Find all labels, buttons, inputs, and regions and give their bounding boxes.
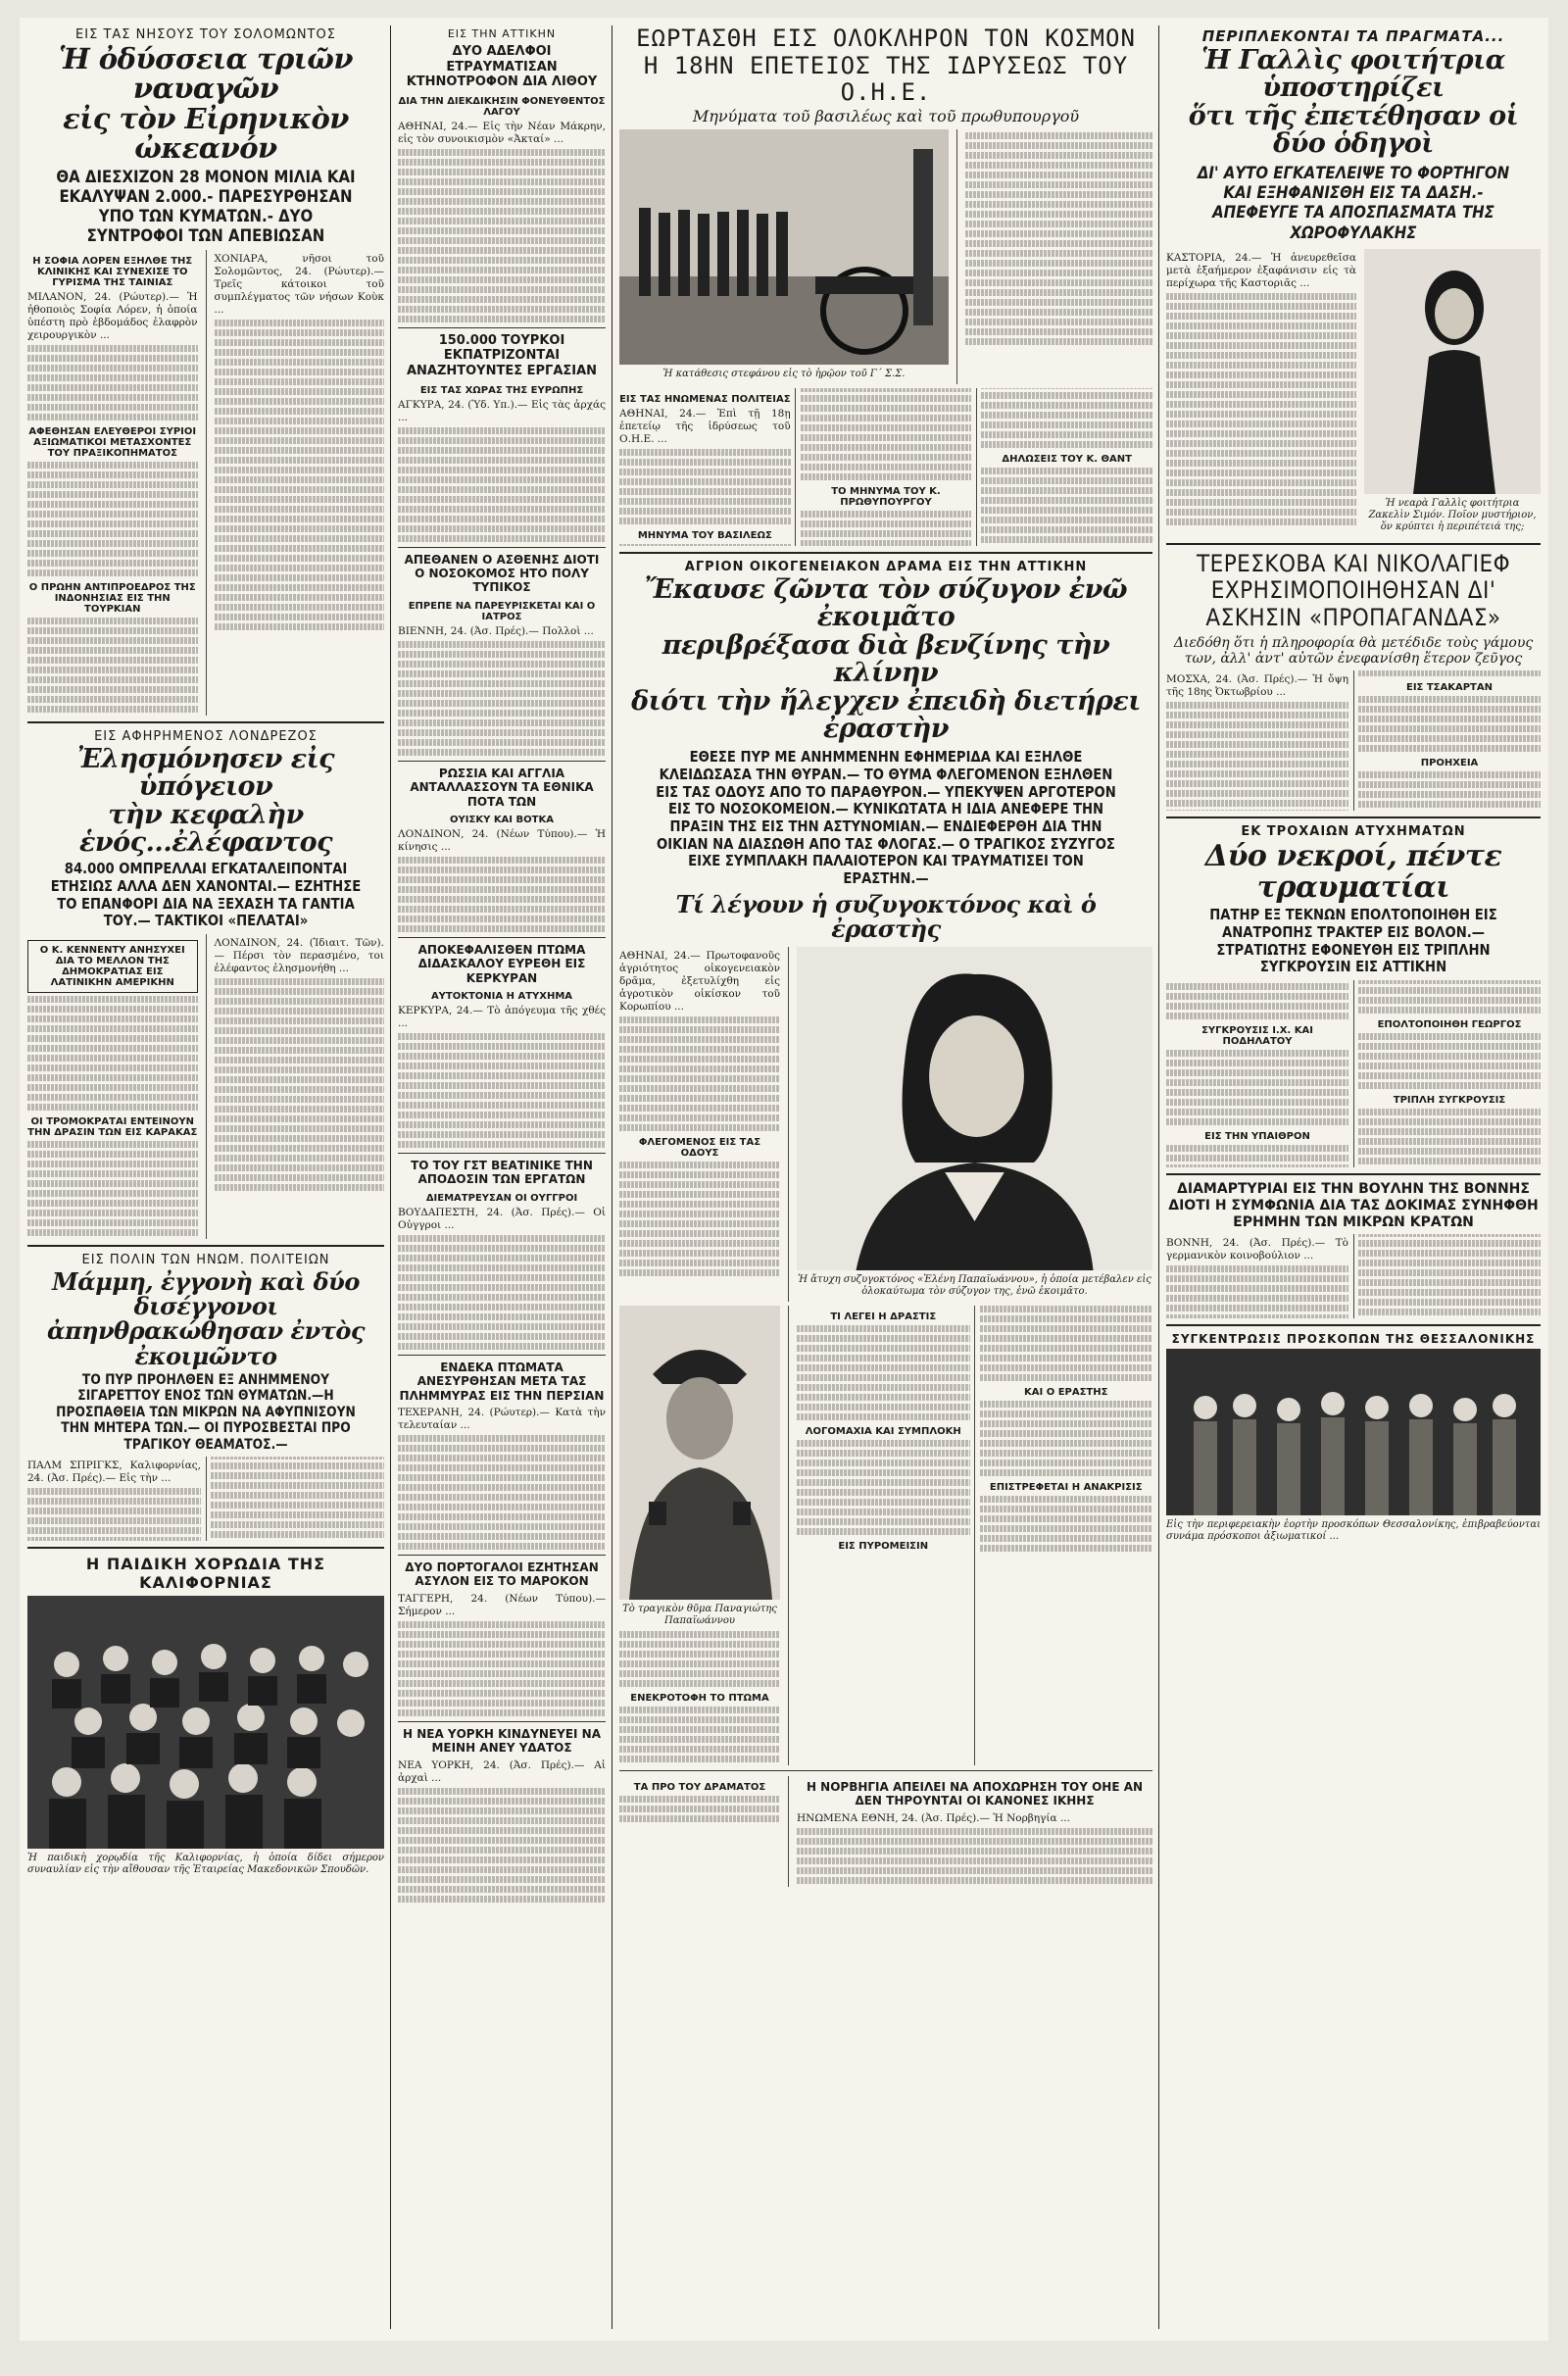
subheading: ΕΙΣ ΠΥΡΟΜΕΙΣΙΝ	[838, 1541, 929, 1553]
story-col	[27, 250, 198, 716]
subheading: Η ΣΟΦΙΑ ΛΟΡΕΝ ΕΞΗΛΘΕ ΤΗΣ ΚΛΙΝΙΚΗΣ ΚΑΙ ΣΥΝΕΧΙΣΕ ΤΟ ΓΥΡΙΣΜΑ ΤΗΣ ΤΑΙΝΙΑΣ	[32, 255, 193, 288]
subheading: ΣΥΓΚΡΟΥΣΙΣ Ι.Χ. ΚΑΙ ΠΟΔΗΛΑΤΟΥ	[1201, 1025, 1313, 1048]
newspaper-page	[20, 18, 1548, 2341]
dateline: ΒΟΝΝΗ, 24. (Ἀσ. Πρές).— Τὸ γερμανικὸν κοινοβούλιον ...	[1166, 1237, 1348, 1262]
kicker: Η ΠΑΙΔΙΚΗ ΧΟΡΩΔΙΑ ΤΗΣ ΚΑΛΙΦΟΡΝΙΑΣ	[85, 1555, 326, 1593]
subheading: ΑΦΕΘΗΣΑΝ ΕΛΕΥΘΕΡΟΙ ΣΥΡΙΟΙ ΑΞΙΩΜΑΤΙΚΟΙ ΜΕΤΑΣΧΟΝΤΕΣ ΤΟΥ ΠΡΑΞΙΚΟΠΗΜΑΤΟΣ	[28, 425, 197, 459]
column-rule	[1158, 25, 1159, 2329]
subheading: Ο Κ. ΚΕΝΝΕΝΤΥ ΑΝΗΣΥΧΕΙ ΔΙΑ ΤΟ ΜΕΛΛΟΝ ΤΗΣ ΔΗΜΟΚΡΑΤΙΑΣ ΕΙΣ ΛΑΤΙΝΙΚΗΝ ΑΜΕΡΙΚΗΝ	[27, 940, 198, 993]
column-3	[619, 25, 1152, 1887]
dateline: ΑΘΗΝΑΙ, 24.— Εἰς τὴν Νέαν Μάκρην, εἰς τὸν συνοικισμὸν «Ἀκταί» ...	[398, 120, 606, 145]
headline: ΑΠΟΚΕΦΑΛΙΣΘΕΝ ΠΤΩΜΑ ΔΙΔΑΣΚΑΛΟΥ ΕΥΡΕΘΗ ΕΙΣ ΚΕΡΚΥΡΑΝ	[417, 942, 586, 985]
headline: τὴν κεφαλὴν ἑνός...ἐλέφαντος	[78, 799, 333, 858]
subheading: ΛΟΓΟΜΑΧΙΑ ΚΑΙ ΣΥΜΠΛΟΚΗ	[805, 1426, 961, 1438]
scouts-photo	[1166, 1349, 1541, 1515]
deck: ΤΟ ΠΥΡ ΠΡΟΗΛΘΕΝ ΕΞ ΑΝΗΜΜΕΝΟΥ ΣΙΓΑΡΕΤΤΟΥ ΕΝΟΣ ΤΩΝ ΘΥΜΑΤΩΝ.—Η ΠΡΟΣΠΑΘΕΙΑ ΤΩΝ ΜΙΚΡΩΝ ΝΑ ΑΦΥΠΝΙΣΟΥΝ ΤΗΝ ΜΗΤΕΡΑ ΤΩΝ.— ΟΙ ΠΥΡΟΣΒΕΣΤΑΙ ΠΡΟ ΤΡΑΓΙΚΟΥ ΘΕΑΜΑΤΟΣ.—	[56, 1371, 356, 1453]
photo-caption: Ἡ παιδικὴ χορῳδία τῆς Καλιφορνίας, ἡ ὁποία δίδει σήμερον συναυλίαν εἰς τὴν αἴθουσαν τῆς Ἑταιρείας Μακεδονικῶν Σπουδῶν.	[27, 1853, 384, 1876]
headline: ΔΥΟ ΠΟΡΤΟΓΑΛΟΙ ΕΖΗΤΗΣΑΝ ΑΣΥΛΟΝ ΕΙΣ ΤΟ ΜΑΡΟΚΟΝ	[405, 1560, 599, 1589]
photo-caption: Τὸ τραγικὸν θῦμα Παναγιώτης Παπαϊωάννου	[622, 1604, 777, 1627]
dateline: ΑΘΗΝΑΙ, 24.— Ἐπὶ τῇ 18ῃ ἐπετείῳ τῆς ἱδρύσεως τοῦ Ο.Η.Ε. ...	[619, 407, 791, 445]
headline: Η ΝΕΑ ΥΟΡΚΗ ΚΙΝΔΥΝΕΥΕΙ ΝΑ ΜΕΙΝΗ ΑΝΕΥ ΥΔΑΤΟΣ	[402, 1726, 601, 1756]
column-4	[1166, 25, 1541, 1547]
dateline: ΧΟΝΙΑΡΑ, νῆσοι τοῦ Σολομῶντος, 24. (Ρώυτερ).— Τρεῖς κάτοικοι τοῦ συμπλέγματος τῶν νήσων Κοὺκ ...	[214, 252, 384, 316]
kicker: ΕΙΣ ΤΑΣ ΝΗΣΟΥΣ ΤΟΥ ΣΟΛΟΜΩΝΤΟΣ	[75, 27, 336, 42]
subheading: Ο ΠΡΩΗΝ ΑΝΤΙΠΡΟΕΔΡΟΣ ΤΗΣ ΙΝΔΟΝΗΣΙΑΣ ΕΙΣ ΤΗΝ ΤΟΥΡΚΙΑΝ	[28, 581, 196, 615]
subheading: ΟΥΙΣΚΥ ΚΑΙ ΒΟΤΚΑ	[450, 814, 554, 825]
subheading: ΤΙ ΛΕΓΕΙ Η ΔΡΑΣΤΙΣ	[830, 1312, 937, 1323]
dateline: ΑΓΚΥΡΑ, 24. (Ὑδ. Υπ.).— Εἰς τὰς ἀρχάς ...	[398, 398, 606, 423]
deck: Μηνύματα τοῦ βασιλέως καὶ τοῦ πρωθυπουργοῦ	[692, 106, 1080, 125]
headline: ΡΩΣΣΙΑ ΚΑΙ ΑΓΓΛΙΑ ΑΝΤΑΛΛΑΣΣΟΥΝ ΤΑ ΕΘΝΙΚΑ ΠΟΤΑ ΤΩΝ	[410, 766, 594, 809]
column-rule	[390, 25, 391, 2329]
headline: ὅτι τῆς ἐπετέθησαν οἱ δύο ὁδηγοὶ	[1188, 100, 1519, 160]
subheading: ΔΗΛΩΣΕΙΣ ΤΟΥ Κ. ΘΑΝΤ	[1002, 454, 1132, 466]
dateline: ΚΑΣΤΟΡΙΑ, 24.— Ἡ ἀνευρεθεῖσα μετὰ ἑξαήμερον ἐξαφάνισιν εἰς τὰ περίχωρα τῆς Καστοριᾶς ...	[1166, 251, 1356, 289]
kicker: ΑΓΡΙΟΝ ΟΙΚΟΓΕΝΕΙΑΚΟΝ ΔΡΑΜΑ ΕΙΣ ΤΗΝ ΑΤΤΙΚΗΝ	[684, 560, 1088, 575]
headline: εἰς τὸν Εἰρηνικὸν ὠκεανόν	[63, 101, 349, 166]
dateline: ΒΙΕΝΝΗ, 24. (Ἀσ. Πρές).— Πολλοὶ ...	[398, 624, 594, 637]
kicker: ΕΙΣ ΠΟΛΙΝ ΤΩΝ ΗΝΩΜ. ΠΟΛΙΤΕΙΩΝ	[81, 1253, 330, 1268]
kicker: ΕΙΣ ΑΦΗΡΗΜΕΝΟΣ ΛΟΝΔΡΕΖΟΣ	[94, 728, 318, 744]
subheading: ΤΡΙΠΛΗ ΣΥΓΚΡΟΥΣΙΣ	[1393, 1095, 1506, 1107]
deck: ΔΙ' ΑΥΤΟ ΕΓΚΑΤΕΛΕΙΨΕ ΤΟ ΦΟΡΤΗΓΟΝ ΚΑΙ ΕΞΗΦΑΝΙΣΘΗ ΕΙΣ ΤΑ ΔΑΣΗ.- ΑΠΕΦΕΥΓΕ ΤΑ ΑΠΟΣΠΑΣΜΑΤΑ ΤΗΣ ΧΩΡΟΦΥΛΑΚΗΣ	[1197, 164, 1510, 243]
headline: Τί λέγουν ἡ συζυγοκτόνος καὶ ὁ ἐραστὴς	[675, 889, 1097, 943]
headline: Δύο νεκροί, πέντε τραυματίαι	[1204, 839, 1502, 905]
subheading: ΤΟ ΜΗΝΥΜΑ ΤΟΥ Κ. ΠΡΩΘΥΠΟΥΡΓΟΥ	[831, 486, 941, 509]
headline: Η 18ΗΝ ΕΠΕΤΕΙΟΣ ΤΗΣ ΙΔΡΥΣΕΩΣ ΤΟΥ Ο.Η.Ε.	[643, 51, 1129, 107]
dateline: ΑΘΗΝΑΙ, 24.— Πρωτοφανοῦς ἀγριότητος οἰκογενειακὸν δρᾶμα, ἐξετυλίχθη εἰς ἀγροτικὸν οἰκίσκον τοῦ Κορωπίου ...	[619, 950, 780, 1014]
headline: περιβρέξασα διὰ βενζίνης τὴν κλίνην	[662, 629, 1110, 689]
headline: ΔΥΟ ΑΔΕΛΦΟΙ ΕΤΡΑΥΜΑΤΙΣΑΝ ΚΤΗΝΟΤΡΟΦΟΝ ΔΙΑ ΛΙΘΟΥ	[406, 44, 598, 90]
victim-portrait-photo	[619, 1306, 780, 1600]
headline: διότι τὴν ἤλεγχεν ἐπειδὴ διετήρει ἐραστὴν	[631, 685, 1141, 744]
deck: 84.000 ΟΜΠΡΕΛΛΑΙ ΕΓΚΑΤΑΛΕΙΠΟΝΤΑΙ ΕΤΗΣΙΩΣ ΑΛΛΑ ΔΕΝ ΧΑΝΟΝΤΑΙ.— ΕΖΗΤΗΣΕ ΤΟ ΕΠΑΝΦΟΡΙ ΔΙΑ ΝΑ ΞΕΧΑΣΗ ΤΑ ΓΑΝΤΙΑ ΤΟΥ.— ΤΑΚΤΙΚΟΙ «ΠΕΛΑΤΑΙ»	[50, 860, 362, 930]
dateline: ΛΟΝΔΙΝΟΝ, 24. (Ἰδιαιτ. Τῶν). — Πέρσι τὸν περασμένο, τοι ἐλέφαντος ἐλησμονήθη ...	[214, 937, 384, 975]
story-columns	[619, 388, 1152, 546]
subheading: ΕΙΣ ΤΑΣ ΗΝΩΜΕΝΑΣ ΠΟΛΙΤΕΙΑΣ	[619, 393, 791, 405]
kicker: ΕΚ ΤΡΟΧΑΙΩΝ ΑΤΥΧΗΜΑΤΩΝ	[1241, 824, 1466, 840]
subheading: ΕΝΕΚΡΟΤΟΦΗ ΤΟ ΠΤΩΜΑ	[630, 1693, 769, 1705]
subheading: ΟΙ ΤΡΟΜΟΚΡΑΤΑΙ ΕΝΤΕΙΝΟΥΝ ΤΗΝ ΔΡΑΣΙΝ ΤΩΝ ΕΙΣ ΚΑΡΑΚΑΣ	[27, 1116, 198, 1139]
dateline: ΗΝΩΜΕΝΑ ΕΘΝΗ, 24. (Ἀσ. Πρές).— Ἡ Νορβηγία ...	[797, 1811, 1070, 1824]
subheading: ΕΠΡΕΠΕ ΝΑ ΠΑΡΕΥΡΙΣΚΕΤΑΙ ΚΑΙ Ο ΙΑΤΡΟΣ	[408, 600, 596, 622]
headline: ΤΕΡΕΣΚΟΒΑ ΚΑΙ ΝΙΚΟΛΑΓΙΕΦ ΕΧΡΗΣΙΜΟΠΟΙΗΘΗΣΑΝ ΔΙ' ΑΣΚΗΣΙΝ «ΠΡΟΠΑΓΑΝΔΑΣ»	[1196, 549, 1511, 631]
photo-caption: Ἡ ἄτυχη συζυγοκτόνος «Ἐλένη Παπαϊωάννου», ἡ ὁποία μετέβαλεν εἰς ὁλοκαύτωμα τὸν σύζυγον της, ἐνῶ ἐκοιμᾶτο.	[798, 1274, 1152, 1298]
headline: ΑΠΕΘΑΝΕΝ Ο ΑΣΘΕΝΗΣ ΔΙΟΤΙ Ο ΝΟΣΟΚΟΜΟΣ ΗΤΟ ΠΟΛΥ ΤΥΠΙΚΟΣ	[404, 552, 600, 595]
subheading: ΕΙΣ ΤΑΣ ΧΩΡΑΣ ΤΗΣ ΕΥΡΩΠΗΣ	[419, 384, 584, 396]
headline: Ἡ Γαλλὶς φοιτήτρια ὑποστηρίζει	[1201, 45, 1505, 104]
subheading: ΑΥΤΟΚΤΟΝΙΑ Η ΑΤΥΧΗΜΑ	[430, 991, 573, 1003]
headline: ΔΙΑΜΑΡΤΥΡΙΑΙ ΕΙΣ ΤΗΝ ΒΟΥΛΗΝ ΤΗΣ ΒΟΝΝΗΣ ΔΙΟΤΙ Η ΣΥΜΦΩΝΙΑ ΔΙΑ ΤΑΣ ΔΟΚΙΜΑΣ ΣΥΝΗΦΘΗ ΕΡΗΜΗΝ ΤΩΝ ΜΙΚΡΩΝ ΚΡΑΤΩΝ	[1168, 1181, 1539, 1230]
subheading: ΜΗΝΥΜΑ ΤΟΥ ΒΑΣΙΛΕΩΣ	[637, 529, 772, 541]
headline: 150.000 ΤΟΥΡΚΟΙ ΕΚΠΑΤΡΙΖΟΝΤΑΙ ΑΝΑΖΗΤΟΥΝΤΕΣ ΕΡΓΑΣΙΑΝ	[406, 332, 598, 378]
headline: Μάμμη, ἐγγονὴ καὶ δύο δισέγγονοι	[52, 1267, 360, 1321]
deck: Διεδόθη ὅτι ἡ πληροφορία θὰ μετέδιδε τοὺς γάμους των, ἀλλ' ἀντ' αὐτῶν ἐνεφανίσθη ἕτερον ζεῦγος	[1173, 635, 1534, 668]
subheading: ΔΙΑ ΤΗΝ ΔΙΕΚΔΙΚΗΣΙΝ ΦΟΝΕΥΘΕΝΤΟΣ ΛΑΓΟΥ	[398, 95, 606, 118]
deck: ΠΑΤΗΡ ΕΞ ΤΕΚΝΩΝ ΕΠΟΛΤΟΠΟΙΗΘΗ ΕΙΣ ΑΝΑΤΡΟΠΗΣ ΤΡΑΚΤΕΡ ΕΙΣ ΒΟΛΟΝ.— ΣΤΡΑΤΙΩΤΗΣ ΕΦΟΝΕΥΘΗ ΕΙΣ ΤΡΙΠΛΗΝ ΣΥΓΚΡΟΥΣΙΝ ΕΙΣ ΑΤΤΙΚΗΝ	[1209, 906, 1497, 976]
deck: ΕΘΕΣΕ ΠΥΡ ΜΕ ΑΝΗΜΜΕΝΗΝ ΕΦΗΜΕΡΙΔΑ ΚΑΙ ΕΞΗΛΘΕ ΚΛΕΙΔΩΣΑΣΑ ΤΗΝ ΘΥΡΑΝ.— ΤΟ ΘΥΜΑ ΦΛΕΓΟΜΕΝΟΝ ΕΞΗΛΘΕΝ ΕΙΣ ΤΑΣ ΟΔΟΥΣ ΑΠΟ ΤΟ ΠΑΡΑΘΥΡΟΝ.— ΥΠΕΚΥΨΕΝ ΑΡΓΟΤΕΡΟΝ ΕΙΣ ΤΟ ΝΟΣΟΚΟΜΕΙΟΝ.— ΚΥΝΙΚΩΤΑΤΑ Η ΙΔΙΑ ΑΝΕΦΕΡΕ ΤΗΝ ΠΡΑΞΙΝ ΤΗΣ ΕΙΣ ΤΗΝ ΑΣΤΥΝΟΜΙΑΝ.— ΕΝΔΙΕΦΕΡΘΗ ΔΙΑ ΤΗΝ ΟΙΚΙΑΝ ΝΑ ΔΙΑΣΩΘΗ ΑΠΟ ΤΑΣ ΦΛΟΓΑΣ.— Ο ΤΡΑΓΙΚΟΣ ΣΥΖΥΓΟΣ ΕΙΧΕ ΣΥΜΠΛΑΚΗ ΠΑΛΑΙΟΤΕΡΟΝ ΚΑΙ ΤΡΑΥΜΑΤΙΣΕΙ ΤΟΝ ΕΡΑΣΤΗΝ.—	[656, 748, 1116, 887]
dateline: ΜΙΛΑΝΟΝ, 24. (Ρώυτερ).— Ἡ ἠθοποιὸς Σοφία Λόρεν, ἡ ὁποία ὑπέστη πρὸ ἑβδομάδος ἐλαφρὸν χειρουργικὸν ...	[27, 290, 198, 341]
headline: ΤΟ ΤΟΥ ΓΣΤ ΒΕΑΤΙΝΙΚΕ ΤΗΝ ΑΠΟΔΟΣΙΝ ΤΩΝ ΕΡΓΑΤΩΝ	[411, 1159, 593, 1187]
subheading: ΕΙΣ ΤΗΝ ΥΠΑΙΘΡΟΝ	[1204, 1131, 1310, 1143]
subheading: ΕΠΟΛΤΟΠΟΙΗΘΗ ΓΕΩΡΓΟΣ	[1377, 1019, 1522, 1031]
dateline: ΤΑΓΓΕΡΗ, 24. (Νέων Τύπου).— Σήμερον ...	[398, 1592, 606, 1617]
dateline: ΒΟΥΔΑΠΕΣΤΗ, 24. (Ἀσ. Πρές).— Οἱ Οὑγγροι ...	[398, 1206, 606, 1231]
dateline: ΠΑΛΜ ΣΠΡΙΓΚΣ, Καλιφορνίας, 24. (Ἀσ. Πρές).— Εἰς τὴν ...	[27, 1460, 201, 1485]
headline: Ἔκαυσε ζῶντα τὸν σύζυγον ἐνῶ ἐκοιμᾶτο	[644, 574, 1128, 633]
deck: ΘΑ ΔΙΕΣΧΙΖΟΝ 28 ΜΟΝΟΝ ΜΙΛΙΑ ΚΑΙ ΕΚΑΛΥΨΑΝ 2.000.- ΠΑΡΕΣΥΡΘΗΣΑΝ ΥΠΟ ΤΩΝ ΚΥΜΑΤΩΝ.- ΔΥΟ ΣΥΝΤΡΟΦΟΙ ΤΩΝ ΑΠΕΒΙΩΣΑΝ	[56, 167, 356, 246]
kicker: ΣΥΓΚΕΝΤΡΩΣΙΣ ΠΡΟΣΚΟΠΩΝ ΤΗΣ ΘΕΣΣΑΛΟΝΙΚΗΣ	[1171, 1332, 1536, 1347]
subheading: ΕΠΙΣΤΡΕΦΕΤΑΙ Η ΑΝΑΚΡΙΣΙΣ	[989, 1482, 1143, 1494]
photo-caption: Εἰς τὴν περιφερειακὴν ἑορτὴν προσκόπων Θεσσαλονίκης, ἐπιβραβεύονται συνάμα πρόσκοποι ἀξιωματικοί ...	[1166, 1519, 1541, 1543]
dateline: ΚΕΡΚΥΡΑ, 24.— Τὸ ἀπόγευμα τῆς χθές ...	[398, 1005, 606, 1030]
kicker: ΕΙΣ ΤΗΝ ΑΤΤΙΚΗΝ	[447, 27, 557, 40]
photo-caption: Ἡ κατάθεσις στεφάνου εἰς τὸ ἡρῷον τοῦ Γ΄ Σ.Σ.	[662, 368, 906, 379]
headline: Η ΝΟΡΒΗΓΙΑ ΑΠΕΙΛΕΙ ΝΑ ΑΠΟΧΩΡΗΣΗ ΤΟΥ ΟΗΕ ΑΝ ΔΕΝ ΤΗΡΟΥΝΤΑΙ ΟΙ ΚΑΝΟΝΕΣ ΙΚΗΗΣ	[806, 1780, 1144, 1808]
photo-caption: Ἡ νεαρὰ Γαλλὶς φοιτήτρια Ζακελὶν Σιμόν. Ποῖον μυστήριον, ὅν κρύπτει ἡ περιπέτειά της;	[1368, 497, 1537, 532]
column-1	[27, 25, 384, 1880]
story-col	[215, 250, 385, 716]
headline: ΕΝΔΕΚΑ ΠΤΩΜΑΤΑ ΑΝΕΣΥΡΘΗΣΑΝ ΜΕΤΑ ΤΑΣ ΠΛΗΜΜΥΡΑΣ ΕΙΣ ΤΗΝ ΠΕΡΣΙΑΝ	[399, 1360, 605, 1403]
subheading: ΦΛΕΓΟΜΕΝΟΣ ΕΙΣ ΤΑΣ ΟΔΟΥΣ	[638, 1137, 761, 1160]
story-columns	[27, 934, 384, 1239]
ceremony-photo	[619, 129, 949, 365]
subheading: ΕΙΣ ΤΣΑΚΑΡΤΑΝ	[1405, 682, 1493, 694]
student-photo	[1364, 249, 1541, 494]
dateline: ΛΟΝΔΙΝΟΝ, 24. (Νέων Τύπου).— Ἡ κίνησις ...	[398, 827, 606, 853]
subheading: ΤΑ ΠΡΟ ΤΟΥ ΔΡΑΜΑΤΟΣ	[633, 1782, 766, 1794]
column-2	[398, 25, 606, 1906]
kicker: ΠΕΡΙΠΛΕΚΟΝΤΑΙ ΤΑ ΠΡΑΓΜΑΤΑ...	[1201, 27, 1505, 45]
headline: ΕΩΡΤΑΣΘΗ ΕΙΣ ΟΛΟΚΛΗΡΟΝ ΤΟΝ ΚΟΣΜΟΝ	[636, 25, 1136, 52]
dateline: ΤΕΧΕΡΑΝΗ, 24. (Ρώυτερ).— Κατὰ τὴν τελευταίαν ...	[398, 1407, 606, 1432]
subheading: ΚΑΙ Ο ΕΡΑΣΤΗΣ	[1024, 1387, 1108, 1399]
headline: Ἐλησμόνησεν εἰς ὑπόγειον	[76, 743, 335, 803]
choir-photo	[27, 1596, 384, 1849]
headline: Ἡ ὀδύσσεια τριῶν ναυαγῶν	[58, 42, 354, 106]
subheading: ΠΡΟΗΧΕΙΑ	[1420, 758, 1479, 769]
headline: ἀπηνθρακώθησαν ἐντὸς ἐκοιμῶντο	[46, 1316, 366, 1370]
dateline: ΜΟΣΧΑ, 24. (Ἀσ. Πρές).— Ἡ ὄψη τῆς 18ης Ὀκτωβρίου ...	[1166, 673, 1348, 699]
woman-portrait-photo	[797, 947, 1152, 1270]
story-columns	[27, 250, 384, 716]
subheading: ΔΙΕΜΑΤΡΕΥΣΑΝ ΟΙ ΟΥΓΓΡΟΙ	[425, 1192, 578, 1204]
story-columns	[27, 1457, 384, 1541]
dateline: ΝΕΑ ΥΟΡΚΗ, 24. (Ἀσ. Πρές).— Αἱ ἀρχαὶ ...	[398, 1758, 606, 1784]
